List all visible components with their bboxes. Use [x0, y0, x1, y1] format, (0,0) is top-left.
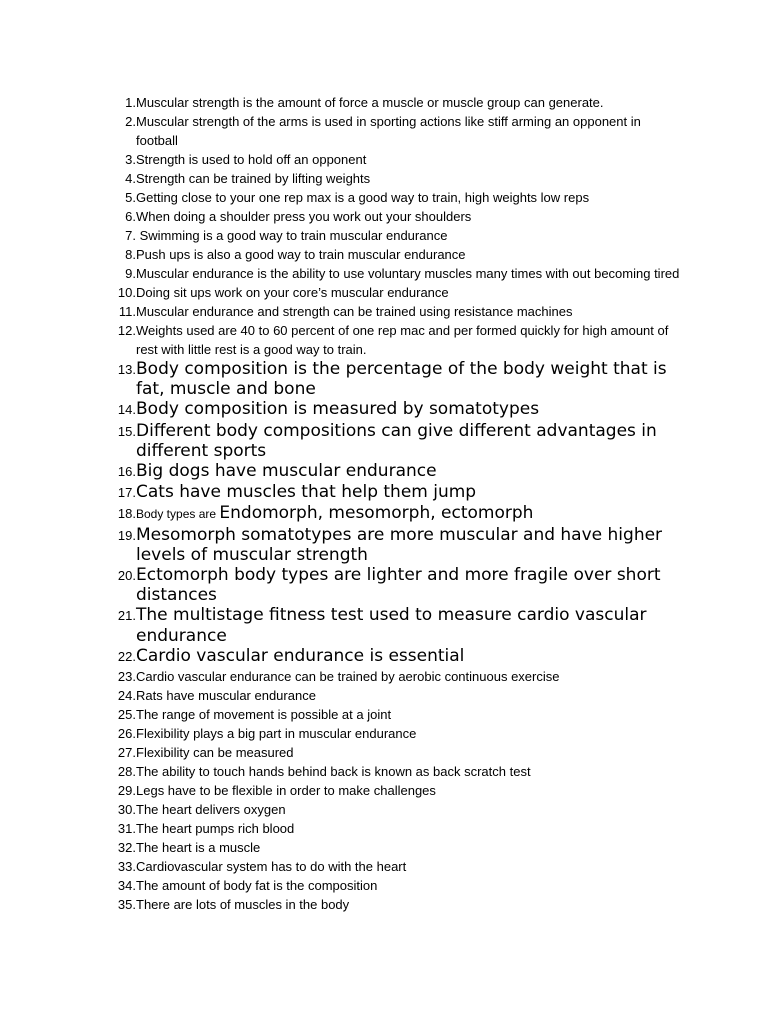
list-item-number: 11.: [118, 304, 136, 319]
list-item: [104, 302, 684, 321]
list-item-text: Mesomorph somatotypes are more muscular and have higher levels of muscular strength: [136, 524, 663, 565]
list-item: [104, 686, 684, 705]
list-item: [104, 762, 684, 781]
list-item-text: Muscular endurance and strength can be trained using resistance machines: [136, 304, 573, 319]
list-item: [104, 283, 684, 302]
numbered-list: [104, 93, 684, 914]
list-item: [104, 169, 684, 188]
list-item-text: There are lots of muscles in the body: [136, 897, 350, 913]
list-item: [104, 226, 684, 245]
list-item-number: 30.: [117, 802, 136, 818]
list-item: [104, 399, 684, 420]
list-item-text: Cardiovascular system has to do with the heart: [136, 859, 407, 875]
list-item-text: When doing a shoulder press you work out your shoulders: [136, 209, 472, 224]
list-item-text: Muscular endurance is the ability to use voluntary muscles many times with out becoming tired: [136, 266, 680, 281]
list-item-rest-text: Endomorph, mesomorph, ectomorph: [219, 503, 534, 524]
list-item: [104, 819, 684, 838]
list-item-number: 16.: [117, 464, 136, 480]
list-item-text: Doing sit ups work on your core’s muscular endurance: [136, 285, 449, 300]
list-item: [104, 207, 684, 226]
list-item: [104, 895, 684, 914]
list-item-text: Getting close to your one rep max is a good way to train, high weights low reps: [136, 190, 590, 205]
list-item: [104, 421, 684, 461]
list-item-number: 25.: [117, 707, 136, 723]
list-item-number: 32.: [117, 840, 136, 856]
list-item-text: Swimming is a good way to train muscular endurance: [136, 228, 448, 243]
list-item-number: 21.: [117, 608, 136, 624]
list-item-number: 14.: [117, 402, 136, 418]
list-item: [104, 781, 684, 800]
list-item-text: Cats have muscles that help them jump: [136, 482, 477, 503]
list-item-text: The heart pumps rich blood: [136, 821, 295, 837]
list-item-number: 1.: [125, 95, 136, 110]
list-item: [104, 838, 684, 857]
list-item: [104, 264, 684, 283]
list-item-number: 22.: [117, 648, 136, 664]
list-item-text: Ectomorph body types are lighter and more fragile over short distances: [136, 565, 661, 606]
list-item-number: 19.: [117, 527, 136, 543]
list-item: [104, 245, 684, 264]
list-item: [104, 605, 684, 645]
list-item-number: 4.: [125, 171, 136, 186]
list-item-text: The heart delivers oxygen: [136, 802, 286, 818]
list-item: [104, 800, 684, 819]
list-item: [104, 150, 684, 169]
list-item-text: Push ups is also a good way to train muscular endurance: [136, 247, 466, 262]
list-item: [104, 724, 684, 743]
list-item-number: 27.: [117, 745, 136, 761]
list-item-text: The multistage fitness test used to measure cardio vascular endurance: [136, 605, 647, 646]
list-item-text: The ability to touch hands behind back is known as back scratch test: [136, 764, 531, 780]
list-item: [104, 188, 684, 207]
list-item-number: 9.: [125, 266, 136, 281]
list-item-text: The heart is a muscle: [136, 840, 261, 856]
list-item-text: The range of movement is possible at a joint: [136, 707, 392, 723]
list-item-number: 18.: [117, 506, 136, 522]
list-item-text: Flexibility plays a big part in muscular endurance: [136, 726, 417, 742]
list-item-number: 17.: [117, 485, 136, 501]
list-item-number: 34.: [117, 878, 136, 894]
list-item-number: 5.: [125, 190, 136, 205]
list-item-number: 29.: [117, 783, 136, 799]
list-item-number: 33.: [117, 859, 136, 875]
list-item-text: Legs have to be flexible in order to make challenges: [136, 783, 436, 799]
list-item-number: 26.: [117, 726, 136, 742]
list-item-text: Flexibility can be measured: [136, 745, 294, 761]
list-item: [104, 565, 684, 605]
list-item-text: Cardio vascular endurance is essential: [136, 645, 465, 666]
list-item-text: Muscular strength is the amount of force a muscle or muscle group can generate.: [136, 95, 604, 110]
list-item-number: 12.: [117, 323, 136, 338]
list-item: [104, 321, 684, 359]
list-item: [104, 667, 684, 686]
list-item: [104, 112, 684, 150]
list-item-text: [136, 503, 684, 524]
list-item: [104, 461, 684, 482]
list-item-text: Weights used are 40 to 60 percent of one rep mac and per formed quickly for high amount of rest with little rest is a good way to train.: [136, 323, 669, 357]
list-item-text: Strength can be trained by lifting weights: [136, 171, 371, 186]
list-item-number: 10.: [117, 285, 136, 300]
list-item: [104, 503, 684, 524]
list-item-text: Body composition is the percentage of the body weight that is fat, muscle and bone: [136, 359, 667, 400]
list-item-number: 6.: [125, 209, 136, 224]
list-item-number: 31.: [117, 821, 136, 837]
list-item: [104, 876, 684, 895]
list-item: [104, 646, 684, 667]
list-item-number: 7.: [125, 228, 136, 243]
list-item: [104, 525, 684, 565]
list-item-number: 15.: [117, 423, 136, 439]
list-item-text: Rats have muscular endurance: [136, 688, 316, 704]
list-item-number: 28.: [117, 764, 136, 780]
list-item-number: 2.: [125, 114, 136, 129]
list-item-text: Body composition is measured by somatotypes: [136, 399, 540, 420]
list-item: [104, 359, 684, 399]
list-item: [104, 705, 684, 724]
list-item-text: Big dogs have muscular endurance: [136, 461, 437, 482]
list-item-number: 8.: [125, 247, 136, 262]
list-item-number: 13.: [117, 362, 136, 377]
list-item-number: 24.: [117, 688, 136, 704]
list-item-text: The amount of body fat is the composition: [136, 878, 378, 894]
list-item: [104, 93, 684, 112]
list-item-number: 3.: [125, 152, 136, 167]
list-item-lead-text: Body types are: [136, 507, 220, 522]
list-item-number: 35.: [117, 897, 136, 913]
list-item-number: 23.: [117, 669, 136, 685]
list-item-number: 20.: [117, 568, 136, 584]
list-item: [104, 857, 684, 876]
list-item: [104, 482, 684, 503]
list-item: [104, 743, 684, 762]
list-item-text: Cardio vascular endurance can be trained by aerobic continuous exercise: [136, 669, 560, 685]
list-item-text: Strength is used to hold off an opponent: [136, 152, 367, 167]
list-item-text: Muscular strength of the arms is used in sporting actions like stiff arming an opponent in football: [136, 114, 641, 148]
list-item-text: Different body compositions can give different advantages in different sports: [136, 420, 657, 461]
